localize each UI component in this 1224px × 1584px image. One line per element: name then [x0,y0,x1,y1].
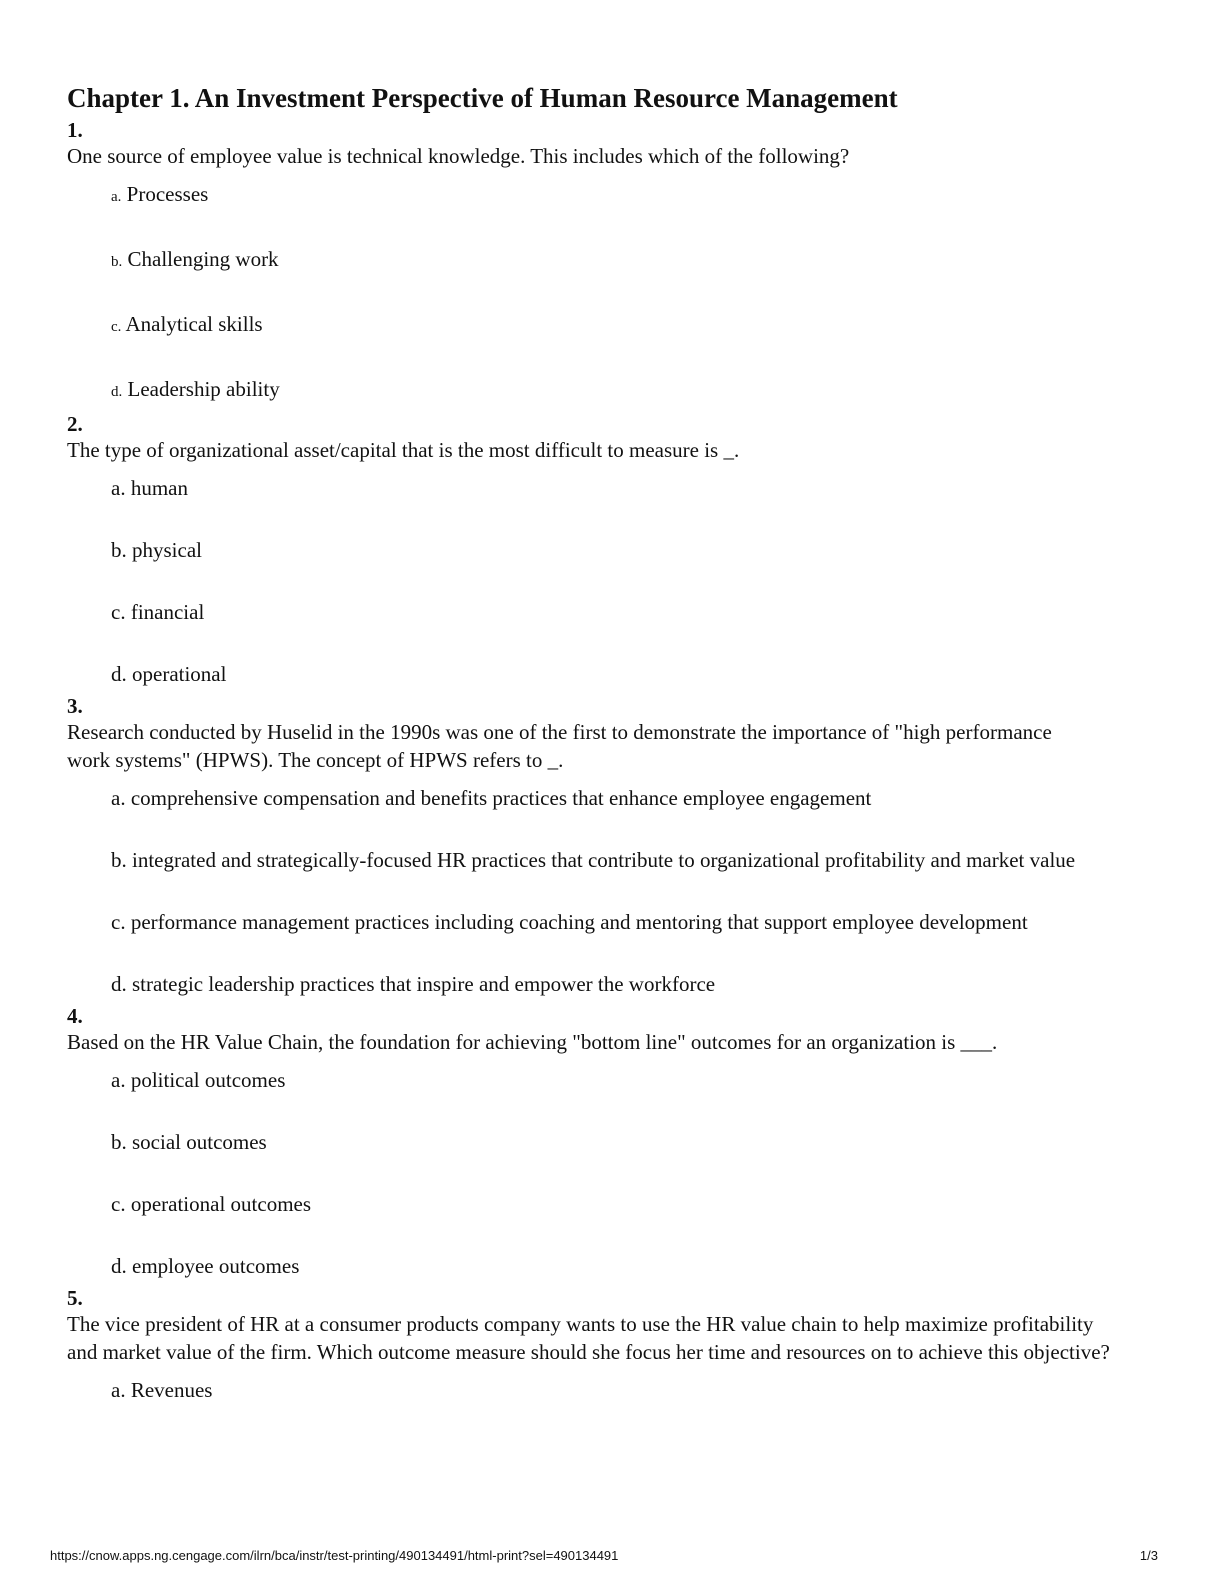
option-b [111,1128,1157,1156]
option-text: human [130,476,188,500]
footer-page-number: 1/3 [1139,1548,1158,1563]
question-5 [67,1286,1157,1404]
option-c [111,908,1157,936]
option-text: physical [132,538,202,562]
footer-url: https://cnow.apps.ng.cengage.com/ilrn/bca/instr/test-printing/490134491/html-print?sel=490134491 [50,1548,619,1563]
option-letter: d. [111,662,127,686]
option-d [111,970,1157,998]
option-a [111,1376,1157,1404]
question-1 [67,118,1157,406]
option-text: Challenging work [127,247,279,271]
option-letter: c. [111,1192,126,1216]
question-stem: Research conducted by Huselid in the 1990s was one of the first to demonstrate the importance of "high performance work systems" (HPWS). The concept of HPWS refers to _. [67,720,1052,772]
document-page [67,82,1157,1404]
question-number: 5. [67,1286,83,1310]
option-list [111,1376,1157,1404]
question-number: 4. [67,1004,83,1028]
option-text: Revenues [130,1378,213,1402]
option-letter: d. [111,384,123,400]
option-letter: b. [111,1130,127,1154]
option-letter: d. [111,972,127,996]
question-stem: Based on the HR Value Chain, the foundation for achieving "bottom line" outcomes for an organization is ___. [67,1030,998,1054]
option-text: Processes [126,182,209,206]
question-number: 2. [67,412,83,436]
option-c [111,310,1157,341]
option-a [111,474,1157,502]
option-b [111,245,1157,276]
option-c [111,598,1157,626]
question-number: 3. [67,694,83,718]
question-number: 1. [67,118,83,142]
option-d [111,1252,1157,1280]
question-3 [67,694,1157,998]
question-2 [67,412,1157,688]
option-text: strategic leadership practices that inspire and empower the workforce [132,972,716,996]
option-letter: b. [111,538,127,562]
option-text: employee outcomes [132,1254,300,1278]
option-text: social outcomes [132,1130,267,1154]
option-text: operational outcomes [130,1192,312,1216]
option-letter: c. [111,910,126,934]
option-text: political outcomes [130,1068,286,1092]
option-letter: a. [111,1068,126,1092]
option-letter: a. [111,1378,126,1402]
option-b [111,536,1157,564]
option-a [111,1066,1157,1094]
option-text: financial [130,600,205,624]
option-text: Leadership ability [127,377,280,401]
option-d [111,375,1157,406]
option-list [111,474,1157,688]
option-text: operational [132,662,227,686]
question-stem: The vice president of HR at a consumer products company wants to use the HR value chain to help maximize profitability and market value of the firm. Which outcome measure should she focus her time and resources on to achieve this objective? [67,1312,1110,1364]
chapter-title: Chapter 1. An Investment Perspective of Human Resource Management [67,83,898,113]
question-stem: One source of employee value is technical knowledge. This includes which of the following? [67,144,850,168]
option-a [111,784,1157,812]
option-b [111,846,1157,874]
option-letter: b. [111,848,127,872]
option-list [111,180,1157,406]
option-letter: c. [111,600,126,624]
print-footer [50,1548,1158,1563]
option-letter: b. [111,254,123,270]
option-text: integrated and strategically-focused HR practices that contribute to organizational profitability and market value [132,848,1076,872]
option-letter: a. [111,476,126,500]
option-text: performance management practices including coaching and mentoring that support employee development [130,910,1028,934]
option-letter: d. [111,1254,127,1278]
question-stem: The type of organizational asset/capital that is the most difficult to measure is _. [67,438,740,462]
option-letter: a. [111,786,126,810]
option-letter: c. [111,319,122,335]
option-text: Analytical skills [125,312,263,336]
option-letter: a. [111,189,122,205]
option-list [111,1066,1157,1280]
question-4 [67,1004,1157,1280]
option-a [111,180,1157,211]
option-c [111,1190,1157,1218]
option-text: comprehensive compensation and benefits practices that enhance employee engagement [130,786,872,810]
option-list [111,784,1157,998]
option-d [111,660,1157,688]
